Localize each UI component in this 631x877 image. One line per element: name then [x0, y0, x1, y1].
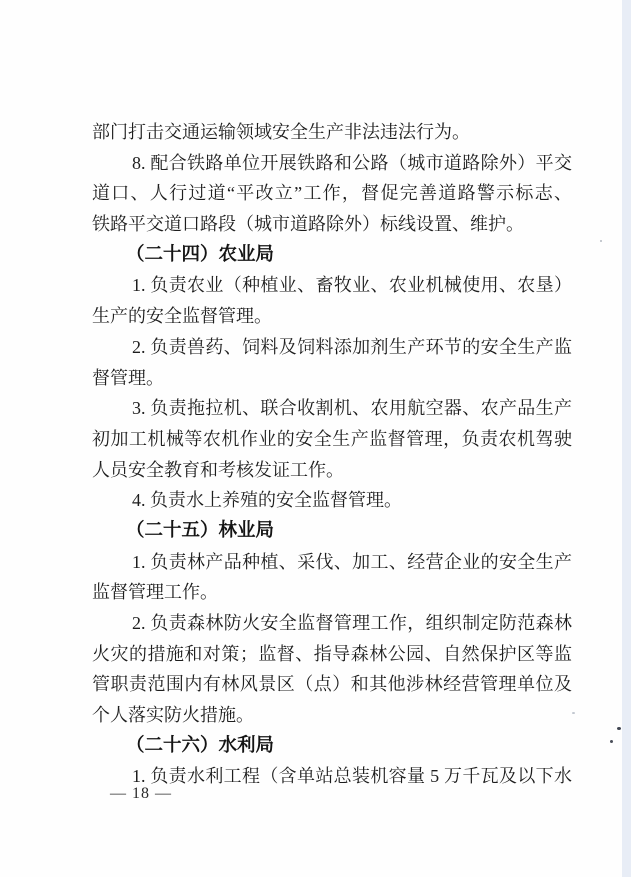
section-heading-forestry-bureau: （二十五）林业局: [126, 520, 275, 541]
text-line: 1. 负责林产品种植、采伐、加工、经营企业的安全生产: [132, 551, 572, 572]
page-number: — 18 —: [110, 785, 172, 802]
scan-edge-strip: [622, 0, 631, 877]
text-line: 1. 负责农业（种植业、畜牧业、农业机械使用、农垦）: [132, 275, 572, 296]
text-line: 生产的安全监督管理。: [92, 306, 272, 327]
section-heading-agriculture-bureau: （二十四）农业局: [126, 244, 275, 265]
text-line: 1. 负责水利工程（含单站总装机容量 5 万千瓦及以下水: [132, 766, 572, 787]
text-line: 管职责范围内有林风景区（点）和其他涉林经营管理单位及: [92, 674, 572, 695]
text-line: 部门打击交通运输领域安全生产非法违法行为。: [92, 122, 470, 142]
scan-speck: [617, 727, 621, 730]
text-line: 火灾的措施和对策；监督、指导森林公园、自然保护区等监: [92, 643, 572, 664]
scan-speck: [610, 740, 613, 743]
text-line: 个人落实防火措施。: [92, 705, 254, 726]
scan-speck: [572, 712, 575, 714]
text-line: 人员安全教育和考核发证工作。: [92, 459, 344, 480]
document-body: [92, 117, 572, 792]
text-line: 监督管理工作。: [92, 582, 218, 603]
text-line: 督管理。: [92, 367, 164, 388]
text-line: 2. 负责兽药、饲料及饲料添加剂生产环节的安全生产监: [132, 336, 572, 357]
text-line: 4. 负责水上养殖的安全监督管理。: [132, 490, 402, 511]
text-line: 铁路平交道口路段（城市道路除外）标线设置、维护。: [92, 214, 524, 235]
text-line: 3. 负责拖拉机、联合收割机、农用航空器、农产品生产: [132, 398, 572, 419]
text-line: 8. 配合铁路单位开展铁路和公路（城市道路除外）平交: [132, 152, 572, 173]
text-line: 初加工机械等农机作业的安全生产监督管理，负责农机驾驶: [92, 428, 572, 449]
text-line: 道口、人行过道“平改立”工作，督促完善道路警示标志、: [92, 183, 572, 204]
section-heading-water-resources-bureau: （二十六）水利局: [126, 735, 275, 756]
scan-speck: [600, 240, 602, 242]
text-line: 2. 负责森林防火安全监督管理工作，组织制定防范森林: [132, 613, 572, 633]
